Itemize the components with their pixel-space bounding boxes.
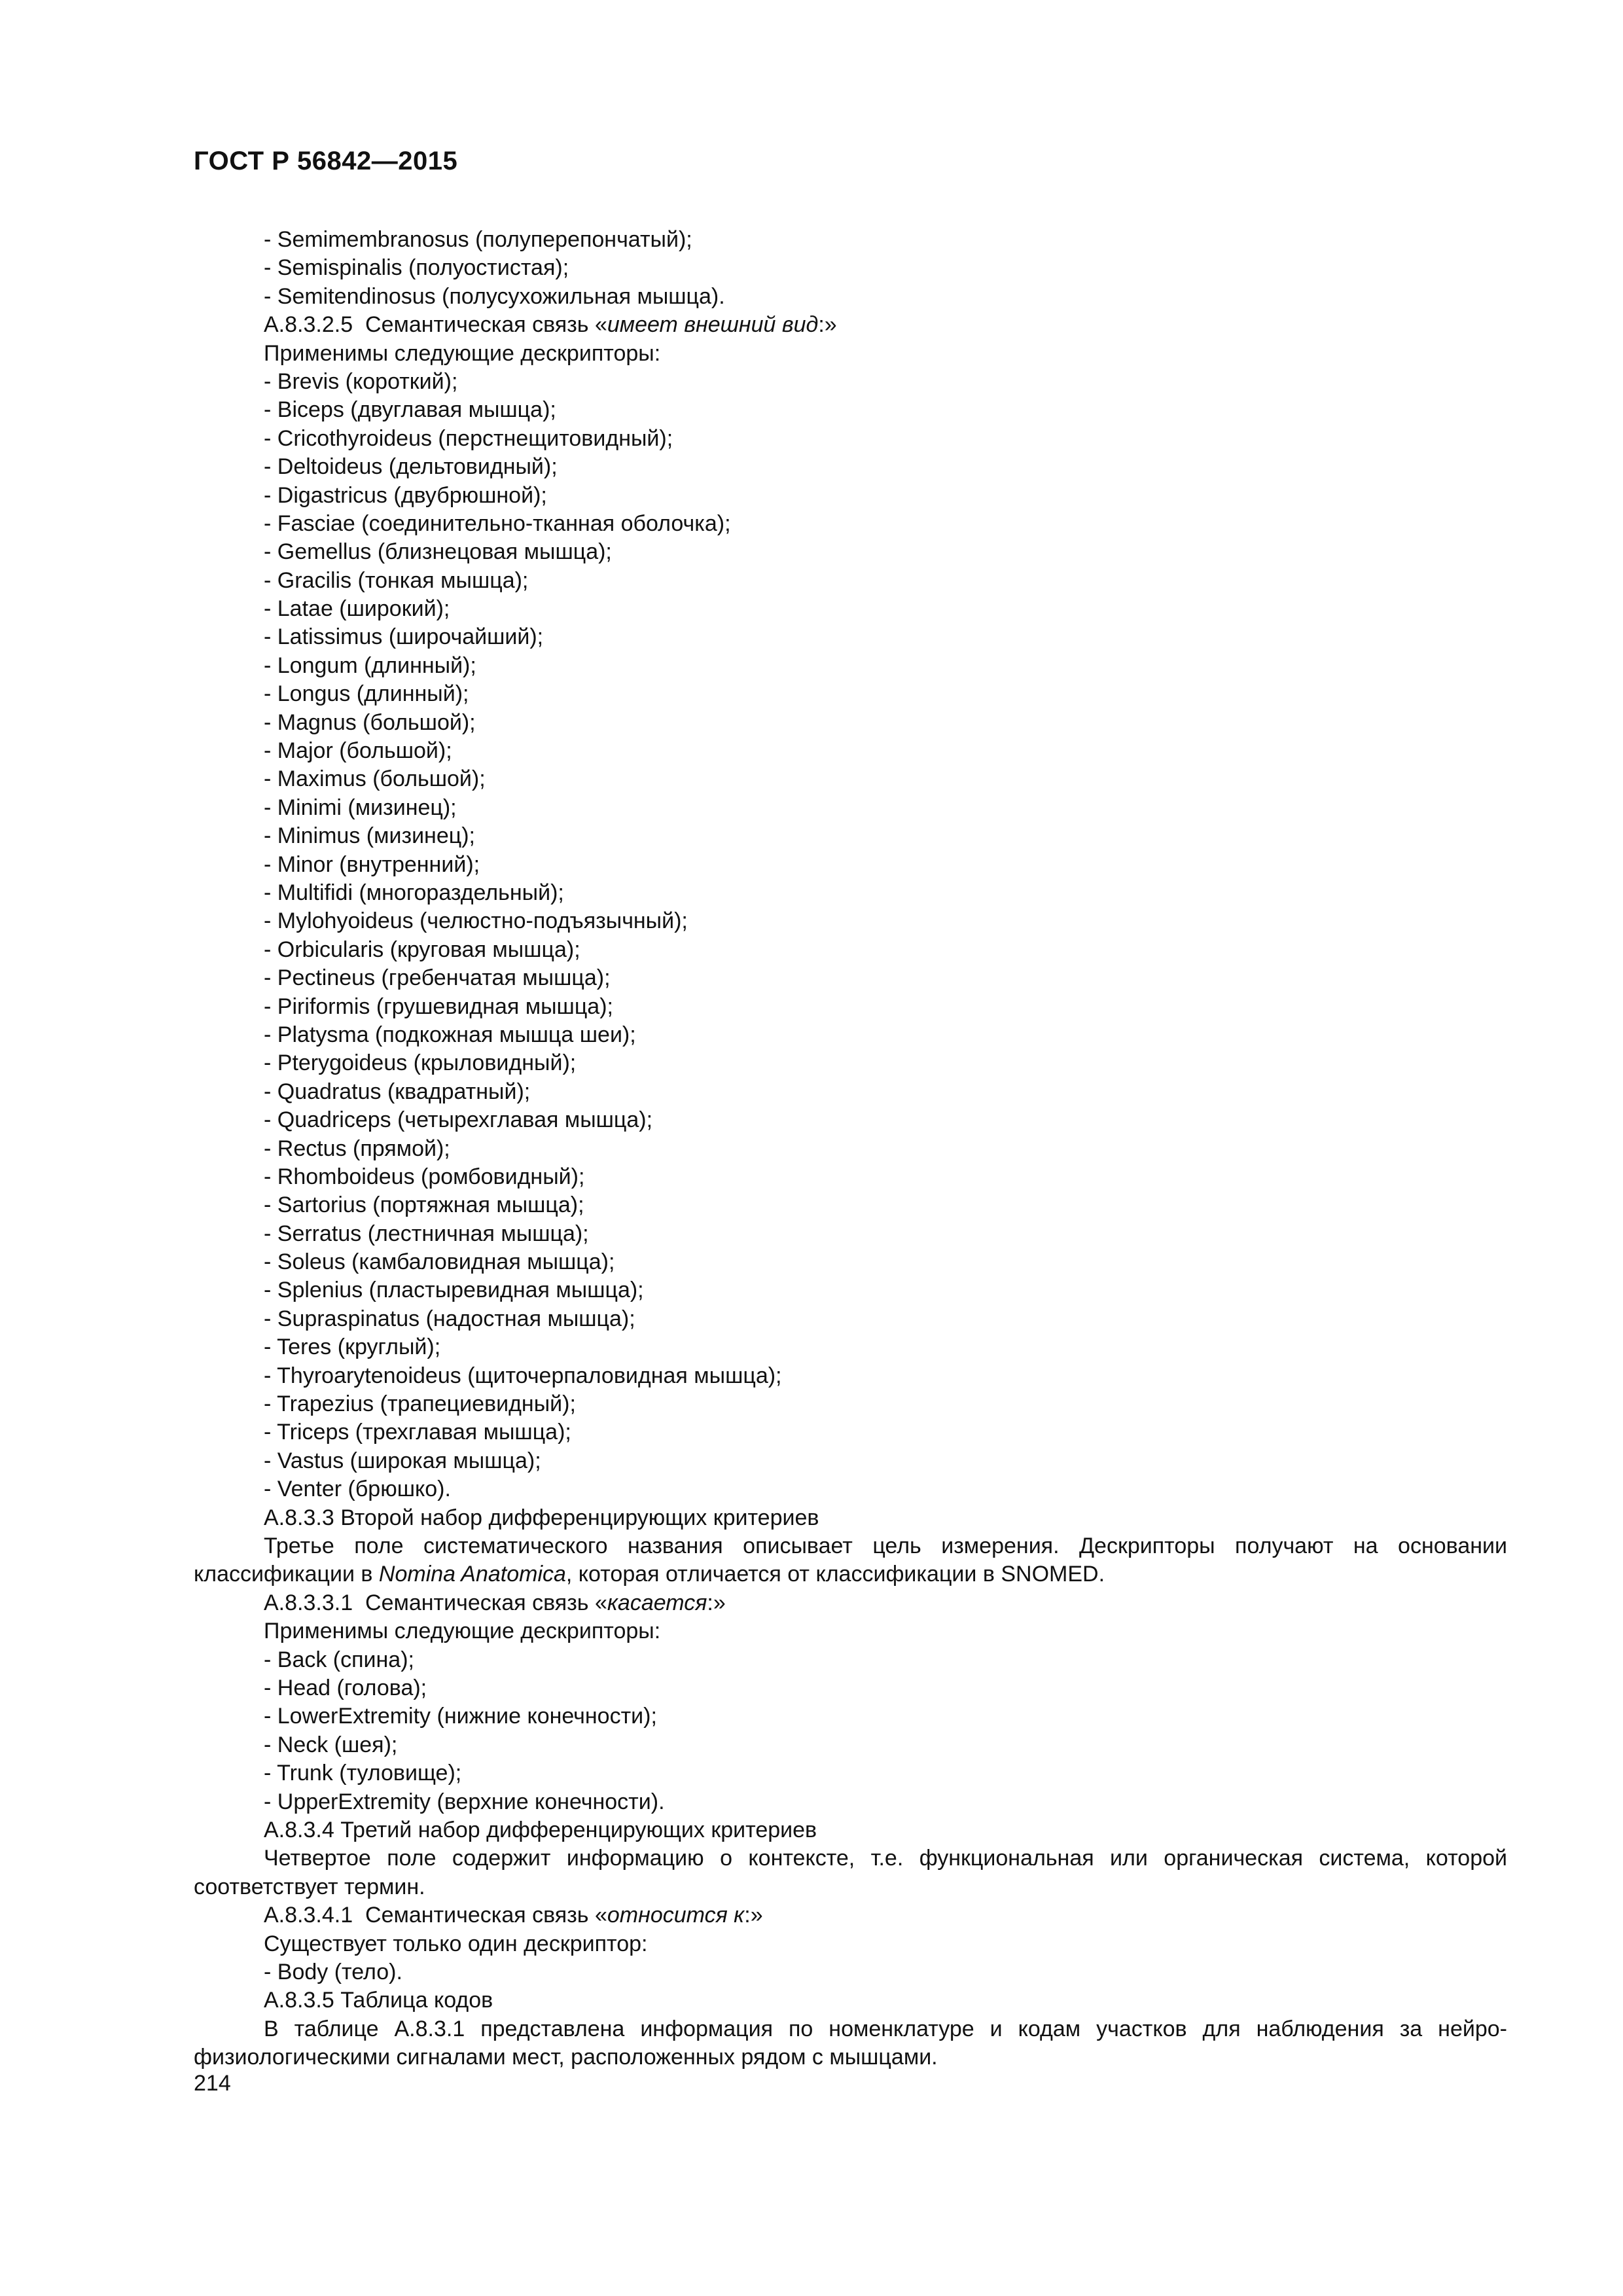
list-item: - Vastus (широкая мышца); <box>264 1448 541 1473</box>
list-item: - Platysma (подкожная мышца шеи); <box>264 1022 636 1047</box>
list-item: - Fasciae (соединительно-тканная оболочка); <box>264 511 731 536</box>
list-item: - Minor (внутренний); <box>264 852 480 877</box>
list-item: - Biceps (двуглавая мышца); <box>264 397 556 423</box>
list-item: - Head (голова); <box>264 1675 427 1700</box>
list-item: - Neck (шея); <box>264 1732 398 1757</box>
list-item: - Deltoideus (дельтовидный); <box>264 454 558 480</box>
list-item: - Triceps (трехглавая мышца); <box>264 1420 571 1445</box>
list-item: - Teres (круглый); <box>264 1335 441 1360</box>
list-item: - Venter (брюшко). <box>264 1477 451 1502</box>
list-item: - Rectus (прямой); <box>264 1136 450 1161</box>
only-one-descriptor-label: Существует только один дескриптор: <box>264 1931 648 1956</box>
list-item: - Multifidi (многораздельный); <box>264 880 564 905</box>
list-item: - Minimus (мизинец); <box>264 823 475 849</box>
list-item: - LowerExtremity (нижние конечности); <box>264 1704 657 1729</box>
list-item: - Gemellus (близнецовая мышца); <box>264 539 612 565</box>
nomina-anatomica-italic: Nomina Anatomica <box>378 1562 566 1587</box>
section-a83225-heading <box>194 311 1507 339</box>
paragraph-text-end: , которая отличается от классификации в SNOMED. <box>565 1562 1105 1587</box>
list-item-body: - Body (тело). <box>264 1959 402 1984</box>
section-number: А.8.3.2.5 <box>264 312 353 338</box>
list-item: - Maximus (большой); <box>264 766 486 792</box>
list-item: - Back (спина); <box>264 1647 414 1672</box>
list-item: - Piriformis (грушевидная мышца); <box>264 994 613 1019</box>
list-item: - Trapezius (трапециевидный); <box>264 1391 576 1417</box>
descriptor-list-1 <box>194 226 1507 311</box>
applicable-descriptors-label-2: Применимы следующие дескрипторы: <box>264 1619 661 1644</box>
list-item: - Minimi (мизинец); <box>264 795 457 820</box>
document-body <box>194 226 1507 2072</box>
list-item: - Magnus (большой); <box>264 709 476 735</box>
page-number: 214 <box>194 2071 231 2096</box>
section-title-text: Семантическая связь « <box>365 1590 607 1615</box>
list-item: - Pterygoideus (крыловидный); <box>264 1050 577 1076</box>
list-item: - Rhomboideus (ромбовидный); <box>264 1164 585 1189</box>
list-item: - Quadriceps (четырехглавая мышца); <box>264 1107 653 1133</box>
paragraph-third-field <box>194 1532 1507 1589</box>
list-item: - Semispinalis (полуостистая); <box>264 255 569 281</box>
list-item: - Semitendinosus (полусухожильная мышца). <box>264 283 725 309</box>
descriptor-list-3 <box>194 1646 1507 1816</box>
list-item: - UpperExtremity (верхние конечности). <box>264 1789 665 1814</box>
list-item: - Orbicularis (круговая мышца); <box>264 937 580 962</box>
section-title-italic: относится к <box>607 1903 745 1928</box>
list-item: - Latissimus (широчайший); <box>264 624 544 650</box>
list-item: - Thyroarytenoideus (щиточерпаловидная мышца); <box>264 1363 782 1388</box>
list-item: - Pectineus (гребенчатая мышца); <box>264 965 611 991</box>
list-item: - Trunk (туловище); <box>264 1761 462 1786</box>
section-a83331-heading <box>194 1589 1507 1617</box>
list-item: - Gracilis (тонкая мышца); <box>264 567 529 593</box>
paragraph-fourth-field: Четвертое поле содержит информацию о контексте, т.е. функциональная или органическая система, которой соответствует термин. <box>194 1846 1507 1899</box>
section-title-italic: касается <box>607 1590 707 1615</box>
list-item: - Supraspinatus (надостная мышца); <box>264 1306 635 1331</box>
section-title-suffix: :» <box>818 312 837 338</box>
list-item: - Sartorius (портяжная мышца); <box>264 1193 584 1218</box>
section-title-suffix: :» <box>707 1590 726 1615</box>
list-item: - Longum (длинный); <box>264 653 476 678</box>
list-item: - Serratus (лестничная мышца); <box>264 1221 589 1246</box>
list-item: - Major (большой); <box>264 738 452 764</box>
list-item: - Semimembranosus (полуперепончатый); <box>264 227 692 252</box>
list-item: - Quadratus (квадратный); <box>264 1079 531 1104</box>
list-item: - Soleus (камбаловидная мышца); <box>264 1249 615 1275</box>
section-title-text: Семантическая связь « <box>365 1903 607 1928</box>
list-item: - Cricothyroideus (перстнещитовидный); <box>264 425 673 451</box>
list-item: - Latae (широкий); <box>264 596 450 622</box>
list-item: - Splenius (пластыревидная мышца); <box>264 1278 644 1303</box>
section-a8334-heading: А.8.3.4 Третий набор дифференцирующих критериев <box>264 1817 817 1842</box>
section-number: А.8.3.3.1 <box>264 1590 353 1615</box>
section-a8333-heading: А.8.3.3 Второй набор дифференцирующих критериев <box>264 1505 819 1530</box>
paragraph-code-table: В таблице А.8.3.1 представлена информация по номенклатуре и кодам участков для наблюдения за нейро-физиологическими сигналами мест, расположенных рядом с мышцами. <box>194 2016 1507 2070</box>
section-number: А.8.3.4.1 <box>264 1903 353 1928</box>
section-a8335-heading: А.8.3.5 Таблица кодов <box>264 1988 493 2013</box>
list-item: - Longus (длинный); <box>264 681 469 707</box>
paragraph-text: Третье поле систематического названия описывает цель измерения. Дескрипторы получают на основании классификации в <box>194 1533 1507 1587</box>
section-a83341-heading <box>194 1901 1507 1929</box>
list-item: - Mylohyoideus (челюстно-подъязычный); <box>264 908 688 934</box>
applicable-descriptors-label-1: Применимы следующие дескрипторы: <box>264 340 661 366</box>
list-item: - Brevis (короткий); <box>264 368 458 394</box>
section-title-suffix: :» <box>744 1903 763 1928</box>
list-item: - Digastricus (двубрюшной); <box>264 482 547 508</box>
descriptor-list-2 <box>194 368 1507 1504</box>
section-title-italic: имеет внешний вид <box>607 312 819 338</box>
document-header: ГОСТ Р 56842—2015 <box>194 147 458 175</box>
section-title-text: Семантическая связь « <box>365 312 607 338</box>
